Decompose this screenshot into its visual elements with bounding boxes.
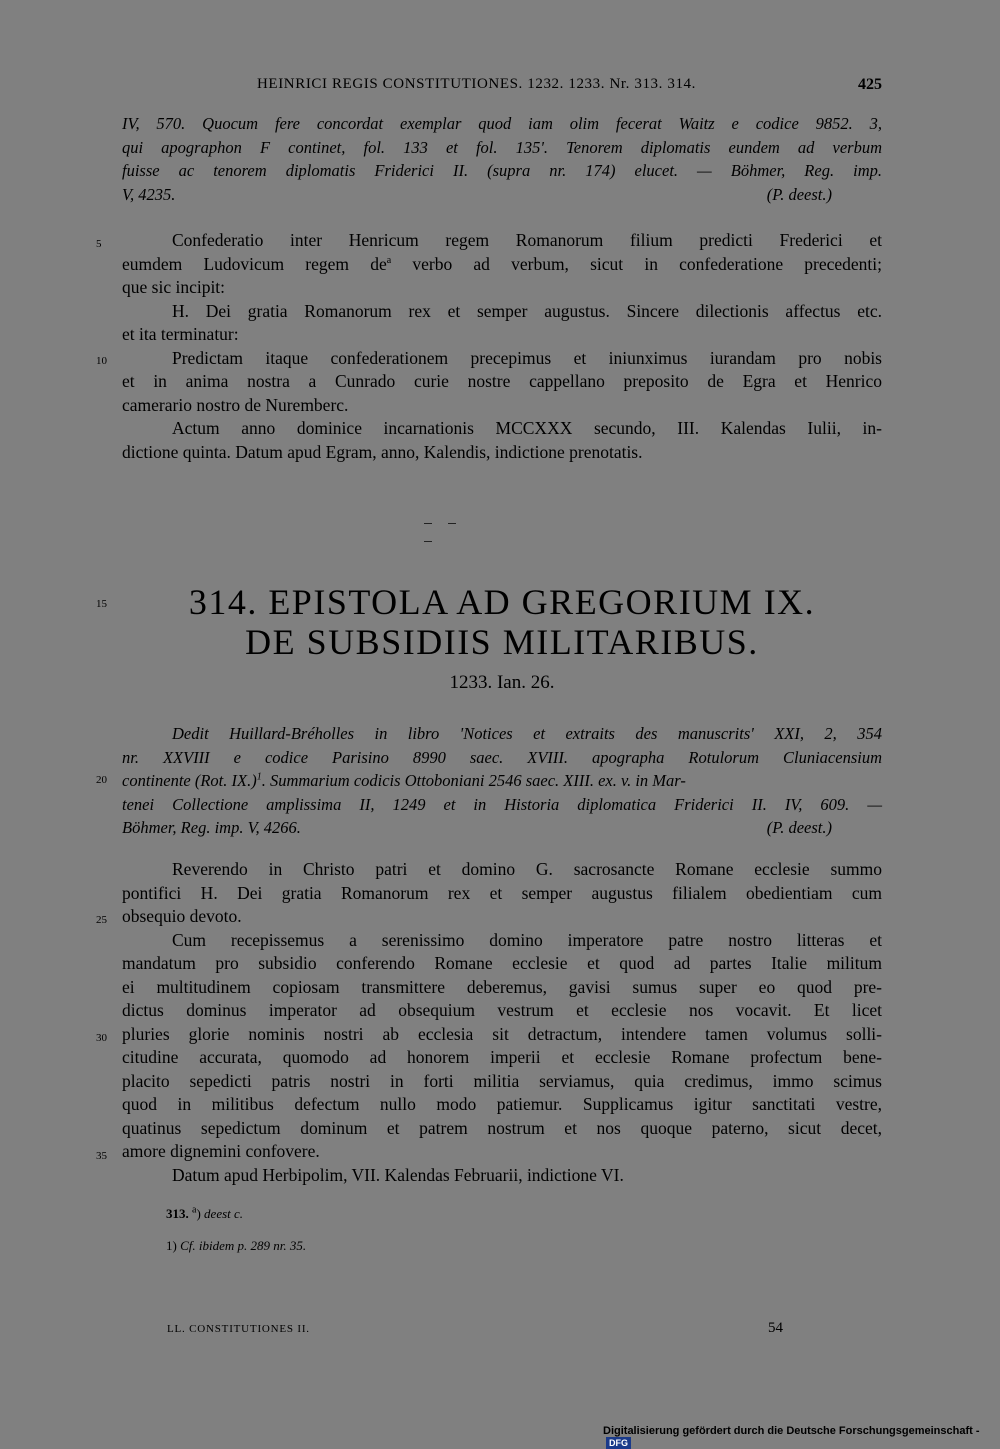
text-line: ei multitudinem copiosam transmittere deberemus, gavisi sumus super eo quod pre-: [122, 976, 882, 997]
page-header: [122, 76, 882, 100]
apparatus-line: nr. XXVIII e codice Parisino 8990 saec. XVIII. apographa Rotulorum Cluniacensium: [122, 747, 882, 767]
text-line: amore dignemini confovere.: [122, 1141, 320, 1161]
text-line: Actum anno dominice incarnationis MCCXXX secundo, III. Kalendas Iulii, in-: [172, 418, 882, 438]
apparatus-314: [122, 722, 882, 840]
apparatus-line: IV, 570. Quocum fere concordat exemplar quod iam olim fecerat Waitz e codice 9852. 3,: [122, 114, 882, 133]
apparatus-line-text: V, 4235.: [122, 184, 176, 204]
footnote-ref: 1: [256, 771, 262, 783]
apparatus-fragment: continente (Rot. IX.): [122, 771, 257, 790]
text-line: Cum recepissemus a serenissimo domino imperatore patre nostro litteras et: [172, 929, 882, 950]
document-title: [122, 582, 882, 662]
footnote-reference: [166, 1238, 306, 1254]
line-number: 5: [96, 238, 102, 250]
text-fragment: verbo ad verbum, sicut in confederatione precedenti;: [412, 253, 883, 274]
apparatus-line: [122, 816, 882, 840]
title-line: 314. EPISTOLA AD GREGORIUM IX.: [188, 582, 816, 622]
text-line: obsequio devoto.: [122, 906, 242, 926]
footnote-variant: 313. $^a$) deest c.: [166, 1204, 244, 1221]
footnote-text: Cf. ibidem p. 289 nr. 35.: [180, 1238, 307, 1253]
edition-tag: (P. deest.): [766, 818, 832, 837]
line-number: 10: [96, 355, 107, 367]
text-line: H. Dei gratia Romanorum rex et semper augustus. Sincere dilectionis affectus etc.: [172, 300, 882, 321]
footnote-label: 313.: [166, 1206, 189, 1221]
text-line: placito sepedicti patris nostri in forti militia serviamus, quia credimus, immo scimus: [122, 1070, 882, 1091]
note-mark: a: [386, 254, 392, 266]
funding-text: Digitalisierung gefördert durch die Deutsche Forschungsgemeinschaft -: [603, 1425, 980, 1437]
sheet-number: 54: [768, 1320, 783, 1336]
line-number: 15: [96, 598, 107, 610]
line-number: 30: [96, 1032, 107, 1044]
text-line: que sic incipit:: [122, 277, 226, 297]
line-number: 25: [96, 914, 107, 926]
line-number: 35: [96, 1150, 107, 1162]
apparatus-line: tenei Collectione amplissima II, 1249 et in Historia diplomatica Friderici II. IV, 609. —: [122, 794, 882, 814]
apparatus-line: Dedit Huillard-Bréholles in libro 'Notices et extraits des manuscrits' XXI, 2, 354: [172, 724, 882, 743]
footnote-mark: a: [192, 1204, 197, 1216]
text-line: pontifici H. Dei gratia Romanorum rex et semper augustus filialem obedientiam cum: [122, 882, 882, 903]
text-line: camerario nostro de Nuremberc.: [122, 394, 349, 415]
text-line: quatinus sepedictum dominum et patrem nostrum et nos quoque paterno, sicut decet,: [122, 1117, 882, 1138]
dfg-logo-icon: DFG: [606, 1437, 631, 1449]
text-line: citudine accurata, quomodo ad honorem imperii et ecclesie Romane profectum bene-: [122, 1047, 882, 1067]
apparatus-fragment: Böhmer, Reg. imp. V, 4266.: [122, 818, 301, 837]
funding-notice: [603, 1425, 1000, 1449]
title-line: DE SUBSIDIIS MILITARIBUS.: [245, 622, 759, 662]
line-number: 20: [96, 774, 107, 786]
text-line: Reverendo in Christo patri et domino G. sacrosancte Romane ecclesie summo: [172, 859, 882, 879]
text-line: mandatum pro subsidio conferendo Romane ecclesie et quod ad partes Italie militum: [122, 953, 882, 973]
text-line: dictus dominus imperator ad obsequium vestrum et ecclesie nos vocavit. Et licet: [122, 1000, 882, 1020]
text-line: dictione quinta. Datum apud Egram, anno, Kalendis, indictione prenotatis.: [122, 441, 643, 462]
sheet-signature: LL. CONSTITUTIONES II.: [167, 1323, 310, 1335]
footnote-label: 1): [166, 1238, 177, 1253]
text-line: pluries glorie nominis nostri ab ecclesia sit detractum, intendere tamen volumus solli-: [122, 1023, 882, 1044]
section-separator: [424, 511, 488, 513]
text-fragment: eumdem Ludovicum regem de: [122, 253, 387, 274]
text-line: quod in militibus defectum nullo modo patiemur. Supplicamus igitur sanctitati vestre,: [122, 1094, 882, 1114]
document-date: 1233. Ian. 26.: [449, 672, 555, 693]
apparatus-line: qui apographon F continet, fol. 133 et fol. 135'. Tenorem diplomatis eundem ad verbum: [122, 137, 882, 157]
apparatus-line: [122, 183, 882, 207]
page-number: 425: [858, 76, 882, 93]
apparatus-line: fuisse ac tenorem diplomatis Friderici II. (supra nr. 174) elucet. — Böhmer, Reg. imp.: [122, 161, 882, 180]
edition-tag: (P. deest.): [766, 184, 832, 204]
apparatus-top: [122, 112, 882, 206]
doc-314-text: [122, 858, 882, 1187]
text-line: Predictam itaque confederationem precepimus et iniunximus iurandam pro nobis: [172, 347, 882, 368]
text-line: [122, 253, 882, 277]
running-title: HEINRICI REGIS CONSTITUTIONES. 1232. 1233. Nr. 313. 314.: [257, 76, 697, 92]
section-313-text: [122, 229, 882, 464]
footnote-text: deest c.: [204, 1206, 244, 1221]
text-line: et ita terminatur:: [122, 324, 239, 344]
text-line: Datum apud Herbipolim, VII. Kalendas Februarii, indictione VI.: [172, 1164, 624, 1185]
apparatus-line: [122, 769, 882, 793]
text-line: Confederatio inter Henricum regem Romanorum filium predicti Frederici et: [172, 230, 882, 250]
apparatus-fragment: . Summarium codicis Ottoboniani 2546 saec. XIII. ex. v. in Mar-: [261, 771, 686, 790]
text-line: et in anima nostra a Cunrado curie nostre cappellano preposito de Egra et Henrico: [122, 371, 882, 391]
